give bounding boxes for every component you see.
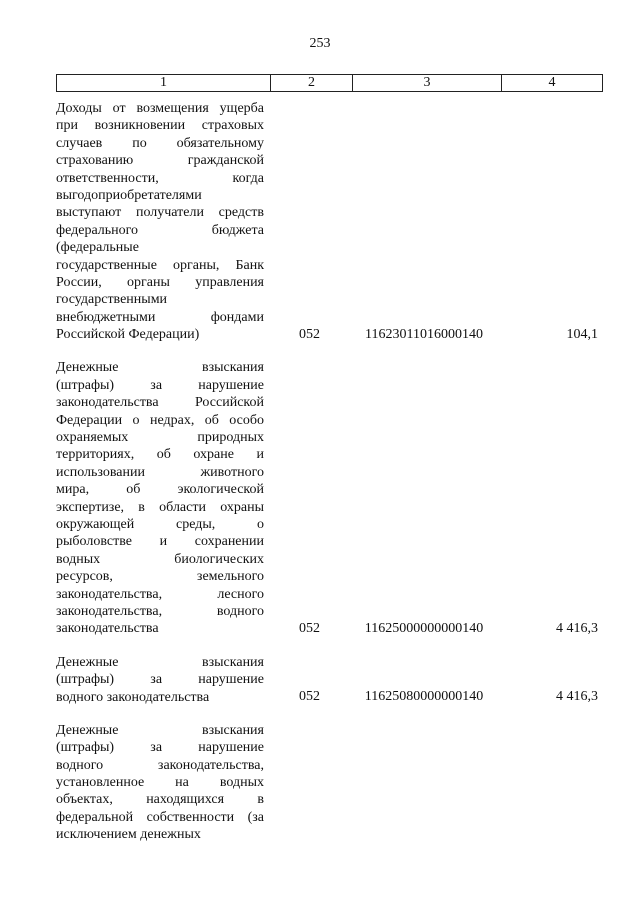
page-number: 253 xyxy=(309,36,331,51)
description-line: водного законодательства xyxy=(56,689,210,705)
description-line: рыболовстве и сохранении xyxy=(56,534,264,550)
table-row xyxy=(56,654,598,706)
description-line: Российской Федерации) xyxy=(56,327,200,343)
amount-cell: 104,1 xyxy=(566,327,598,343)
description-line: объектах, находящихся в xyxy=(56,792,264,808)
description-line: охраняемых природных xyxy=(56,430,264,446)
column-header-3: 3 xyxy=(353,75,502,92)
description-line: водного законодательства, xyxy=(56,757,264,773)
description-line: внебюджетными фондами xyxy=(56,309,264,325)
description-line: законодательства xyxy=(56,621,159,637)
admin-code-cell: 052 xyxy=(299,327,320,343)
description-line: (федеральные xyxy=(56,240,139,256)
description-line: исключением денежных xyxy=(56,827,201,843)
description-line: ресурсов, земельного xyxy=(56,569,264,585)
amount-cell: 4 416,3 xyxy=(556,621,598,637)
description-line: России, органы управления xyxy=(56,274,264,290)
column-header-1: 1 xyxy=(57,75,271,92)
description-line: Денежные взыскания xyxy=(56,722,264,738)
admin-code-cell: 052 xyxy=(299,689,320,705)
budget-code-cell: 11623011016000140 xyxy=(365,327,483,343)
description-line: выступают получатели средств xyxy=(56,205,264,221)
description-line: государственными xyxy=(56,292,168,308)
description-line: государственные органы, Банк xyxy=(56,257,264,273)
row-description xyxy=(56,100,264,343)
description-line: водных биологических xyxy=(56,551,264,567)
description-line: мира, об экологической xyxy=(56,482,264,498)
description-line: окружающей среды, о xyxy=(56,516,264,532)
description-line: (штрафы) за нарушение xyxy=(56,740,264,756)
description-line: при возникновении страховых xyxy=(56,118,264,134)
amount-cell: 4 416,3 xyxy=(556,689,598,705)
description-line: выгодоприобретателями xyxy=(56,187,202,203)
description-line: законодательства, водного xyxy=(56,603,264,619)
row-description xyxy=(56,722,264,844)
description-line: установленное на водных xyxy=(56,775,264,791)
description-line: ответственности, когда xyxy=(56,170,264,186)
description-line: (штрафы) за нарушение xyxy=(56,377,264,393)
budget-code-cell: 11625080000000140 xyxy=(364,689,484,705)
description-line: (штрафы) за нарушение xyxy=(56,672,264,688)
table-body xyxy=(56,100,598,860)
table-row xyxy=(56,722,598,844)
column-header-table xyxy=(56,74,603,92)
description-line: Федерации о недрах, об особо xyxy=(56,412,264,428)
description-line: экспертизе, в области охраны xyxy=(56,499,264,515)
description-line: использовании животного xyxy=(56,464,264,480)
description-line: случаев по обязательному xyxy=(56,135,264,151)
row-description xyxy=(56,359,264,637)
description-line: Денежные взыскания xyxy=(56,360,264,376)
table-row xyxy=(56,100,598,343)
description-line: законодательства, лесного xyxy=(56,586,264,602)
description-line: территориях, об охране и xyxy=(56,447,264,463)
description-line: федеральной собственности (за xyxy=(56,809,264,825)
admin-code-cell: 052 xyxy=(299,621,320,637)
budget-code-cell: 11625000000000140 xyxy=(364,621,484,637)
column-header-2: 2 xyxy=(271,75,353,92)
table-row xyxy=(56,359,598,637)
column-header-4: 4 xyxy=(502,75,603,92)
row-description xyxy=(56,654,264,706)
description-line: законодательства Российской xyxy=(56,395,264,411)
description-line: федерального бюджета xyxy=(56,222,264,238)
description-line: Доходы от возмещения ущерба xyxy=(56,101,264,116)
description-line: Денежные взыскания xyxy=(56,654,264,670)
description-line: страхованию гражданской xyxy=(56,153,264,169)
